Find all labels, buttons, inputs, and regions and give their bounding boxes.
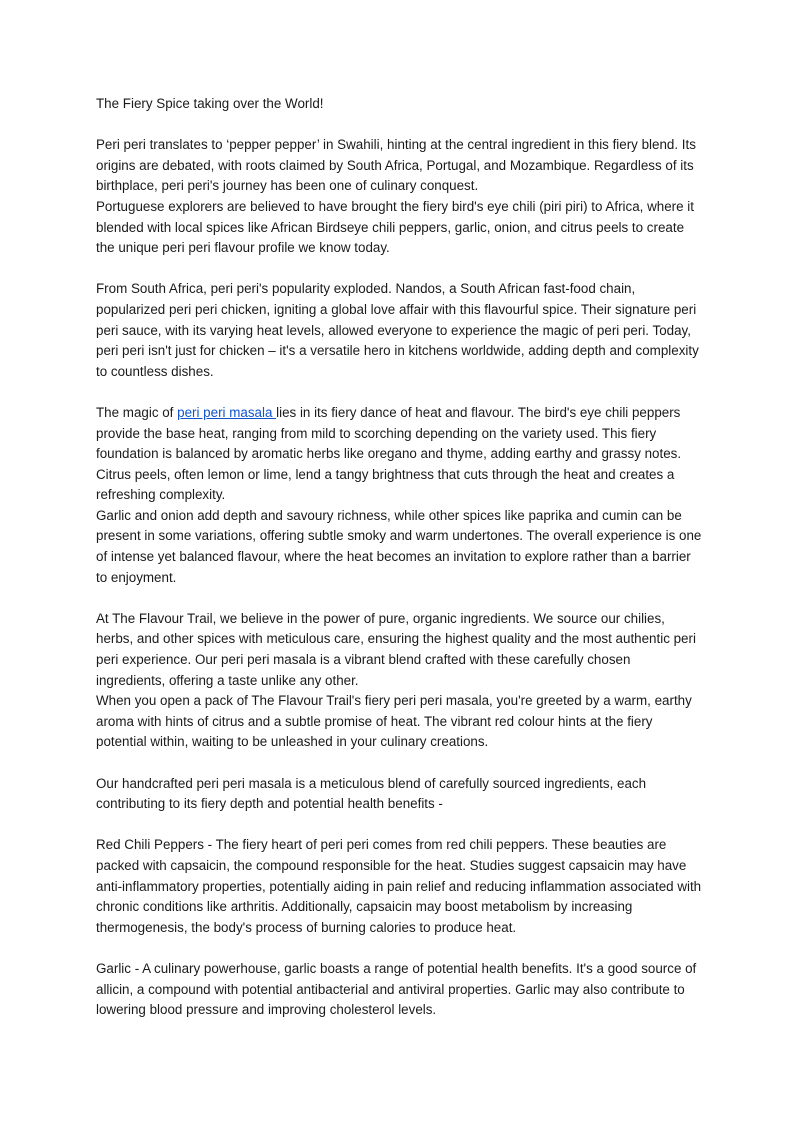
peri-peri-masala-link[interactable]: peri peri masala	[177, 404, 277, 420]
paragraph-gap	[96, 259, 702, 280]
paragraph-red-chili: Red Chili Peppers - The fiery heart of peri peri comes from red chili peppers. These beauties are packed with capsaicin, the compound responsible for the heat. Studies suggest capsaicin may have anti-inflammatory properties, potentially aiding in pain relief and reducing inflammation associated with chronic conditions like arthritis. Additionally, capsaicin may boost metabolism by increasing thermogenesis, the body's process of burning calories to produce heat.	[96, 837, 702, 935]
paragraph-pack-aroma: When you open a pack of The Flavour Trail's fiery peri peri masala, you're greeted by a warm, earthy aroma with hints of citrus and a subtle promise of heat. The vibrant red colour hints at the fiery potential within, waiting to be unleashed in your culinary creations.	[96, 693, 692, 750]
paragraph-origins: Peri peri translates to ‘pepper pepper’ in Swahili, hinting at the central ingredient in this fiery blend. Its origins are debated, with roots claimed by South Africa, Portugal, and Mozambique. Regardless of its birthplace, peri peri's journey has been one of culinary conquest.	[96, 137, 696, 194]
paragraph-gap	[96, 382, 702, 403]
paragraph-popularity: From South Africa, peri peri's popularity exploded. Nandos, a South African fast-food chain, popularized peri peri chicken, igniting a global love affair with this flavourful spice. Their signature peri peri sauce, with its varying heat levels, allowed everyone to experience the magic of peri peri. Today, peri peri isn't just for chicken – it's a versatile hero in kitchens worldwide, adding depth and complexity to countless dishes.	[96, 281, 699, 379]
paragraph-garlic: Garlic - A culinary powerhouse, garlic boasts a range of potential health benefits. It's a good source of allicin, a compound with potential antibacterial and antiviral properties. Garlic may also contribute to lowering blood pressure and improving cholesterol levels.	[96, 960, 697, 1018]
paragraph-portuguese: Portuguese explorers are believed to have brought the fiery bird's eye chili (piri piri) to Africa, where it blended with local spices like African Birdseye chili peppers, garlic, onion, and citrus peels to create the unique peri peri flavour profile we know today.	[96, 198, 694, 256]
paragraph-gap	[96, 753, 702, 774]
paragraph-flavour-trail: At The Flavour Trail, we believe in the power of pure, organic ingredients. We source our chilies, herbs, and other spices with meticulous care, ensuring the highest quality and the most authentic peri peri experience. Our peri peri masala is a vibrant blend crafted with these carefully chosen ingredients, offering a taste unlike any other.	[96, 610, 696, 688]
paragraph-gap	[96, 588, 702, 609]
paragraph-gap	[96, 115, 702, 136]
document-title: The Fiery Spice taking over the World!	[96, 96, 324, 111]
paragraph-magic-rest: lies in its fiery dance of heat and flavour. The bird's eye chili peppers provide the base heat, ranging from mild to scorching depending on the variety used. This fiery foundation is balanced by aromatic herbs like oregano and thyme, adding earthy and grassy notes. Citrus peels, often lemon or lime, lend a tangy brightness that cuts through the heat and creates a refreshing complexity.	[96, 404, 682, 503]
paragraph-magic-lead: The magic of	[96, 404, 178, 420]
paragraph-blend-intro: Our handcrafted peri peri masala is a meticulous blend of carefully sourced ingredients, each contributing to its fiery depth and potential health benefits -	[96, 775, 647, 812]
paragraph-magic	[96, 403, 702, 506]
paragraph-gap	[96, 815, 702, 836]
paragraph-garlic-onion: Garlic and onion add depth and savoury richness, while other spices like paprika and cumin can be present in some variations, offering subtle smoky and warm undertones. The overall experience is one of intense yet balanced flavour, where the heat becomes an invitation to explore rather than a barrier to enjoyment.	[96, 507, 702, 585]
paragraph-gap	[96, 938, 702, 959]
